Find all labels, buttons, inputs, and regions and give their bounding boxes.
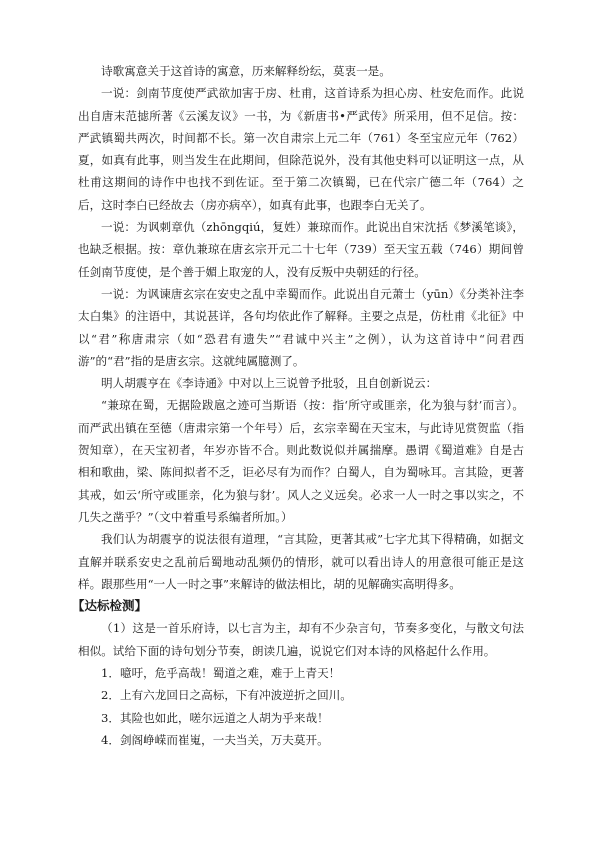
paragraph-allegory-intro: 诗歌寓意关于这首诗的寓意，历来解释纷纭，莫衷一是。 [101, 64, 391, 78]
list-item: 1．噫吁，危乎高哉！蜀道之难，难于上青天！ [101, 666, 341, 681]
paragraph-hu-zhenheng-quote: “兼琼在蜀，无据险跋扈之迹可当斯语（按：指‘所守或匪亲，化为狼与豺’而言）。而严武出镇在至德（唐肃宗第一个年号）后，玄宗幸蜀在天宝末，与此诗见赏贺监（指贺知章），在天宝初者，年岁亦皆不合。则此数说似并属揣摩。愚谓《蜀道难》自是古相和歌曲，梁、陈间拟者不乏，讵必尽有为而作？白蜀人，自为蜀咏耳。言其险，更著其戒，如云‘所守或匪亲，化为狼与豺’。风人之义远矣。必求一人一时之事以实之，不几失之凿乎？”（文中着重号系编者所加。） [78, 398, 524, 524]
paragraph-theory-yanwu: 一说：剑南节度使严武欲加害于房、杜甫，这首诗系为担心房、杜安危而作。此说出自唐末范摅所著《云溪友议》一书，为《新唐书•严武传》所采用，但不足信。按：严武镇蜀共两次，时间都不长。第一次自肃宗上元二年（761）冬至宝应元年（762）夏，如真有此事，则当发生在此期间，但除范说外，没有其他史料可以证明这一点，从杜甫这期间的诗作中也找不到佐证。至于第二次镇蜀，已在代宗广德二年（764）之后，这时李白已经故去（房亦病卒），如真有此事，也跟李白无关了。 [78, 86, 524, 212]
paragraph-conclusion: 我们认为胡震亨的说法很有道理，“言其险，更著其戒”七字尤其下得精确，如据文直解并联系安史之乱前后蜀地动乱频仍的情形，就可以看出诗人的用意很可能正是这样。跟那些用“一人一时之事”来解诗的做法相比，胡的见解确实高明得多。 [78, 532, 524, 591]
list-item: 4．剑阁峥嵘而崔嵬，一夫当关，万夫莫开。 [101, 732, 329, 747]
paragraph-theory-zhangqiu: 一说：为讽刺章仇（zhōngqiú，复姓）兼琼而作。此说出自宋沈括《梦溪笔谈》，也缺乏根据。按：章仇兼琼在唐玄宗开元二十七年（739）至天宝五载（746）期间曾任剑南节度使，是个善于媚上取宠的人，没有反叛中央朝廷的行径。 [78, 220, 524, 279]
exercise-question: （1）这是一首乐府诗，以七言为主，却有不少杂言句，节奏多变化，与散文句法相似。试给下面的诗句划分节奏，朗读几遍，说说它们对本诗的风格起什么作用。 [78, 621, 524, 658]
paragraph-theory-xuanzong: 一说：为讽谏唐玄宗在安史之乱中幸蜀而作。此说出自元萧士（yūn）《分类补注李太白集》的注语中，其说甚详，各句均依此作了解释。主要之点是，仿杜甫《北征》中以“君”称唐肃宗（如“恐君有遗失”“君诚中兴主”之例），认为这首诗中“问君西游”的“君”指的是唐玄宗。这就纯属臆测了。 [78, 286, 524, 368]
section-title-assessment: 【达标检测】 [72, 598, 148, 614]
list-item: 2．上有六龙回日之高标，下有冲波逆折之回川。 [101, 688, 352, 703]
document-body [72, 60, 524, 751]
paragraph-hu-zhenheng-intro: 明人胡震亨在《李诗通》中对以上三说曾予批驳，且自创新说云： [101, 376, 438, 391]
list-item: 3．其险也如此，嗟尔远道之人胡为乎来哉！ [101, 710, 329, 725]
